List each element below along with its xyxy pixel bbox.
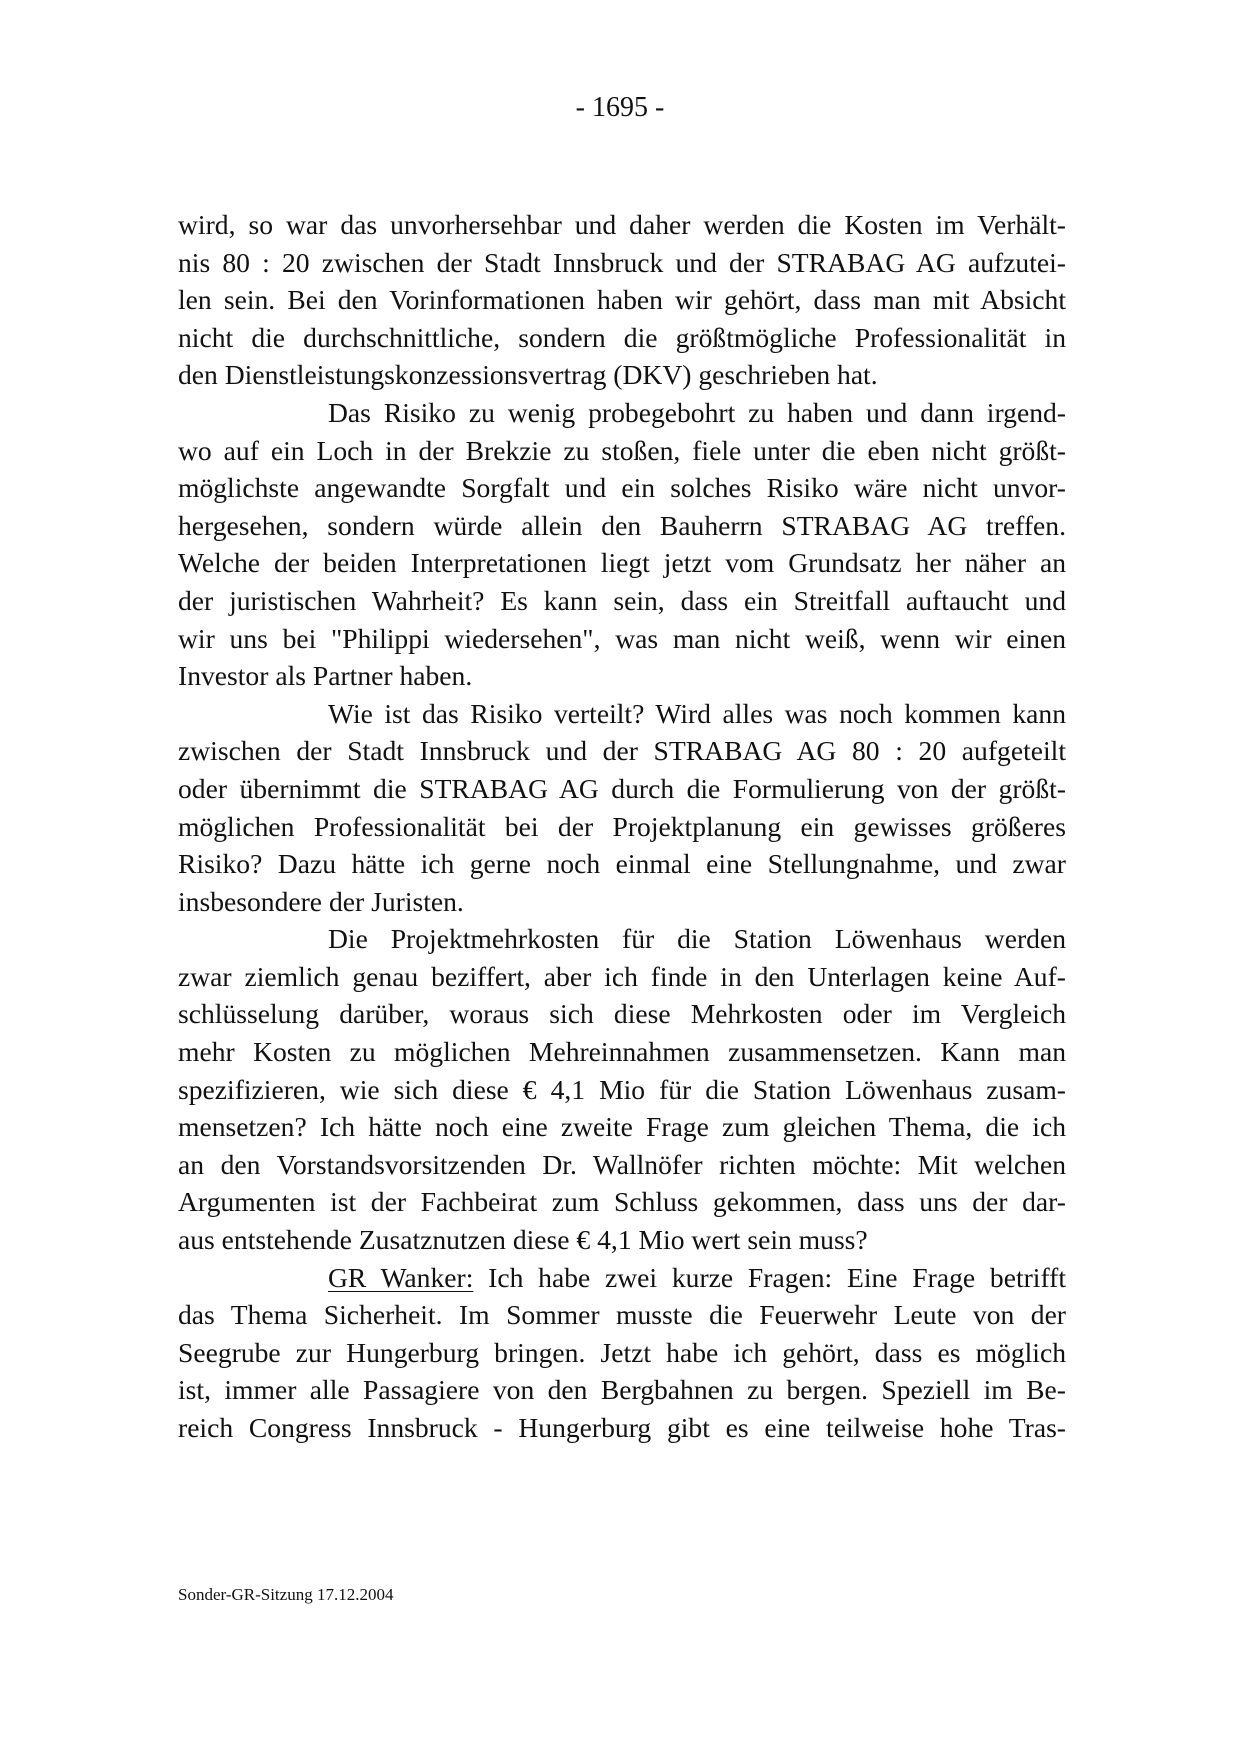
text-line: Wie ist das Risiko verteilt? Wird alles was noch kommen kann [328, 697, 1066, 729]
text-line: nis 80 : 20 zwischen der Stadt Innsbruck und der STRABAG AG aufzutei- [178, 246, 1066, 278]
text-line: Die Projektmehrkosten für die Station Löwenhaus werden [328, 923, 1066, 955]
text-line [178, 1259, 1066, 1297]
text-line: wird, so war das unvorhersehbar und daher werden die Kosten im Verhält- [178, 209, 1066, 240]
page-number: - 1695 - [575, 92, 665, 123]
text-line: Seegrube zur Hungerburg bringen. Jetzt habe ich gehört, dass es möglich [178, 1336, 1066, 1368]
footer: Sonder-GR-Sitzung 17.12.2004 [178, 1585, 394, 1604]
text-line: möglichen Professionalität bei der Projektplanung ein gewisses größeres [178, 810, 1066, 842]
text-line: möglichste angewandte Sorgfalt und ein solches Risiko wäre nicht unvor- [178, 472, 1066, 504]
text-line: spezifizieren, wie sich diese € 4,1 Mio für die Station Löwenhaus zusam- [178, 1073, 1066, 1105]
speaker-name: GR Wanker: [328, 1261, 474, 1293]
text-line: oder übernimmt die STRABAG AG durch die Formulierung von der größt- [178, 772, 1066, 804]
paragraph [178, 394, 1066, 695]
text-line: schlüsselung darüber, woraus sich diese Mehrkosten oder im Vergleich [178, 998, 1066, 1030]
text-line: Risiko? Dazu hätte ich gerne noch einmal eine Stellungnahme, und zwar [178, 848, 1066, 880]
paragraph [178, 1259, 1066, 1447]
text-line: insbesondere der Juristen. [178, 885, 464, 917]
text-line: wir uns bei "Philippi wiedersehen", was man nicht weiß, wenn wir einen [178, 622, 1066, 654]
text-line: hergesehen, sondern würde allein den Bauherrn STRABAG AG treffen. [178, 509, 1066, 541]
text-line: Investor als Partner haben. [178, 660, 473, 692]
text-line: ist, immer alle Passagiere von den Bergbahnen zu bergen. Speziell im Be- [178, 1374, 1066, 1406]
text-line: mensetzen? Ich hätte noch eine zweite Frage zum gleichen Thema, die ich [178, 1111, 1066, 1143]
text-line: Argumenten ist der Fachbeirat zum Schluss gekommen, dass uns der dar- [178, 1186, 1066, 1218]
text-line: das Thema Sicherheit. Im Sommer musste die Feuerwehr Leute von der [178, 1299, 1066, 1331]
text-line: zwischen der Stadt Innsbruck und der STRABAG AG 80 : 20 aufgeteilt [178, 735, 1066, 767]
speaker-text: Ich habe zwei kurze Fragen: Eine Frage betrifft [473, 1261, 1067, 1293]
paragraph [178, 920, 1066, 1258]
text-line: len sein. Bei den Vorinformationen haben wir gehört, dass man mit Absicht [178, 284, 1066, 316]
text-line: an den Vorstandsvorsitzenden Dr. Wallnöfer richten möchte: Mit welchen [178, 1148, 1066, 1180]
text-line: nicht die durchschnittliche, sondern die größtmögliche Professionalität in [178, 321, 1066, 353]
text-line: reich Congress Innsbruck - Hungerburg gibt es eine teilweise hohe Tras- [178, 1412, 1066, 1443]
text-line: der juristischen Wahrheit? Es kann sein, dass ein Streitfall auftaucht und [178, 584, 1066, 616]
text-line: wo auf ein Loch in der Brekzie zu stoßen, fiele unter die eben nicht größt- [178, 434, 1066, 466]
text-line: den Dienstleistungskonzessionsvertrag (DKV) geschrieben hat. [178, 359, 878, 391]
text-line: zwar ziemlich genau beziffert, aber ich finde in den Unterlagen keine Auf- [178, 960, 1066, 992]
paragraph [178, 206, 1066, 394]
text-line: mehr Kosten zu möglichen Mehreinnahmen zusammensetzen. Kann man [178, 1036, 1066, 1068]
text-line: aus entstehende Zusatznutzen diese € 4,1 Mio wert sein muss? [178, 1224, 868, 1256]
text-line: Das Risiko zu wenig probegebohrt zu haben und dann irgend- [328, 396, 1066, 428]
document-body [178, 206, 1066, 1447]
paragraph [178, 695, 1066, 921]
text-line: Welche der beiden Interpretationen liegt jetzt vom Grundsatz her näher an [178, 547, 1066, 579]
